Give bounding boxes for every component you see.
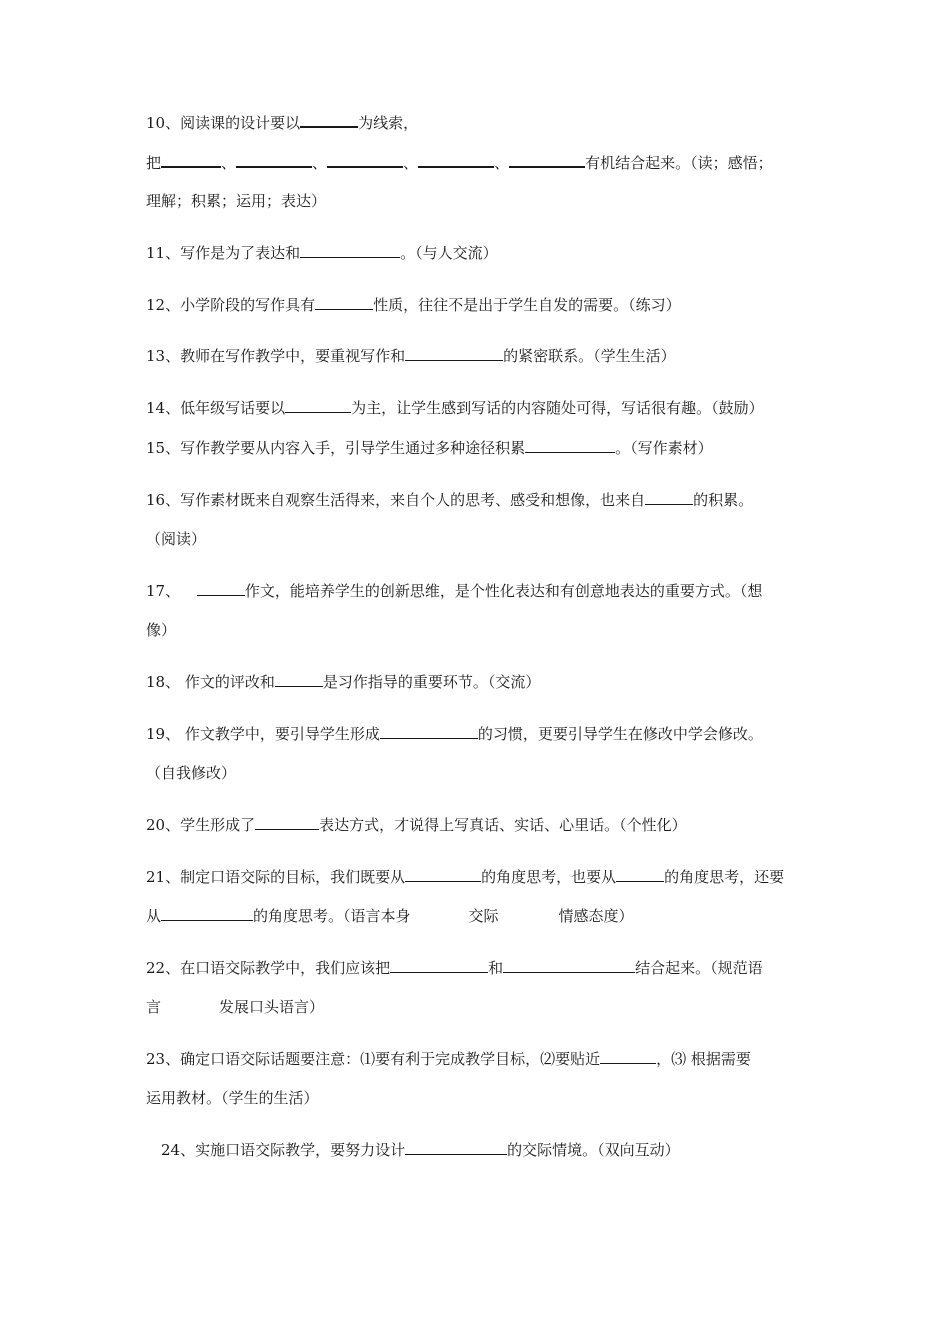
q10-text-a: 10、阅读课的设计要以 <box>146 114 301 132</box>
question-24 <box>161 1140 680 1160</box>
blank <box>645 492 693 505</box>
blank <box>315 297 373 310</box>
blank <box>197 583 245 596</box>
blank <box>509 154 585 168</box>
q19-text-a: 19、 作文教学中，要引导学生形成 <box>146 725 380 743</box>
question-19-line-1 <box>146 724 763 744</box>
blank <box>161 908 253 921</box>
q17-text-a: 17、 <box>146 582 185 600</box>
q17-text-c: 像） <box>146 621 177 639</box>
q23-text-c: 运用教材。（学生的生活） <box>146 1089 319 1107</box>
question-16-line-2 <box>146 529 206 549</box>
q15-text-b: 。（写作素材） <box>615 439 713 457</box>
q24-text-a: 24、实施口语交际教学，要努力设计 <box>161 1141 406 1159</box>
q10-sep: 、 <box>312 154 328 172</box>
q21-text-b: 的角度思考，也要从 <box>481 868 617 886</box>
question-13 <box>146 346 676 366</box>
q21-text-c: 的角度思考，还要 <box>664 868 785 886</box>
blank <box>300 245 400 258</box>
q17-text-b: 作文，能培养学生的创新思维，是个性化表达和有创意地表达的重要方式。（想 <box>244 582 763 600</box>
blank <box>285 400 351 413</box>
blank <box>405 869 481 882</box>
blank <box>236 154 312 168</box>
blank <box>275 674 323 687</box>
q10-sep: 、 <box>221 154 237 172</box>
q19-text-b: 的习惯，更要引导学生在修改中学会修改。 <box>477 725 763 743</box>
question-20 <box>146 815 687 835</box>
q22-text-b: 和 <box>488 959 504 977</box>
blank <box>405 1142 507 1155</box>
q10-text-e: 理解；积累；运用；表达） <box>146 192 327 210</box>
question-11 <box>146 243 498 263</box>
q14-text-a: 14、低年级写话要以 <box>146 399 286 417</box>
q23-text-a: 23、确定口语交际话题要注意：⑴要有利于完成教学目标，⑵要贴近 <box>146 1050 601 1068</box>
q18-text-a: 18、 作文的评改和 <box>146 673 275 691</box>
q16-text-c: （阅读） <box>146 530 207 548</box>
q12-text-a: 12、小学阶段的写作具有 <box>146 296 316 314</box>
question-19-line-2 <box>146 763 236 783</box>
question-10-line-1 <box>146 113 418 133</box>
question-10-line-2 <box>146 153 773 173</box>
blank <box>390 960 488 973</box>
question-23-line-2 <box>146 1088 319 1108</box>
q10-text-d: 有机结合起来。（读；感悟； <box>585 154 773 172</box>
question-15 <box>146 438 713 458</box>
blank <box>255 817 319 830</box>
question-23-line-1 <box>146 1049 751 1069</box>
q12-text-b: 性质，往往不是出于学生自发的需要。（练习） <box>373 296 681 314</box>
blank <box>300 114 358 128</box>
q16-text-a: 16、写作素材既来自观察生活得来，来自个人的思考、感受和想像，也来自 <box>146 491 646 509</box>
question-21-line-2 <box>146 906 634 926</box>
q22-text-a: 22、在口语交际教学中，我们应该把 <box>146 959 391 977</box>
q22-text-c: 结合起来。（规范语 <box>635 959 763 977</box>
blank <box>525 440 615 453</box>
q21-text-d: 从 <box>146 907 162 925</box>
q24-text-b: 的交际情境。（双向互动） <box>507 1141 680 1159</box>
blank <box>418 154 494 168</box>
q15-text-a: 15、写作教学要从内容入手，引导学生通过多种途径积累 <box>146 439 526 457</box>
q10-text-b: 为线索， <box>358 114 419 132</box>
q22-text-e: 发展口头语言） <box>219 998 325 1016</box>
q14-text-b: 为主，让学生感到写话的内容随处可得，写话很有趣。（鼓励） <box>351 399 764 417</box>
q10-sep: 、 <box>403 154 419 172</box>
q13-text-b: 的紧密联系。（学生生活） <box>503 347 676 365</box>
q11-text-a: 11、写作是为了表达和 <box>146 244 301 262</box>
q21-text-e: 的角度思考。（语言本身 <box>253 907 411 925</box>
q18-text-b: 是习作指导的重要环节。（交流） <box>322 673 541 691</box>
blank <box>616 869 664 882</box>
question-16-line-1 <box>146 490 753 510</box>
blank <box>161 154 221 168</box>
q21-text-g: 情感态度） <box>558 907 634 925</box>
question-10-line-3 <box>146 191 326 211</box>
question-22-line-1 <box>146 958 763 978</box>
blank <box>405 348 503 361</box>
question-22-line-2 <box>146 997 324 1017</box>
question-14 <box>146 398 764 418</box>
blank <box>600 1051 656 1064</box>
q10-sep: 、 <box>494 154 510 172</box>
q21-text-f: 交际 <box>468 907 499 925</box>
question-17-line-2 <box>146 620 176 640</box>
q20-text-b: 表达方式，才说得上写真话、实话、心里话。（个性化） <box>319 816 687 834</box>
q23-text-b: ，⑶ 根据需要 <box>656 1050 751 1068</box>
blank <box>327 154 403 168</box>
q22-text-d: 言 <box>146 998 162 1016</box>
q20-text-a: 20、学生形成了 <box>146 816 256 834</box>
question-17-line-1 <box>146 581 762 601</box>
question-12 <box>146 295 681 315</box>
question-18 <box>146 672 540 692</box>
q11-text-b: 。（与人交流） <box>400 244 498 262</box>
q10-text-c: 把 <box>146 154 162 172</box>
question-21-line-1 <box>146 867 784 887</box>
q21-text-a: 21、制定口语交际的目标，我们既要从 <box>146 868 406 886</box>
q13-text-a: 13、教师在写作教学中，要重视写作和 <box>146 347 406 365</box>
q19-text-c: （自我修改） <box>146 764 237 782</box>
q16-text-b: 的积累。 <box>693 491 754 509</box>
blank <box>503 960 635 973</box>
blank <box>380 726 478 739</box>
